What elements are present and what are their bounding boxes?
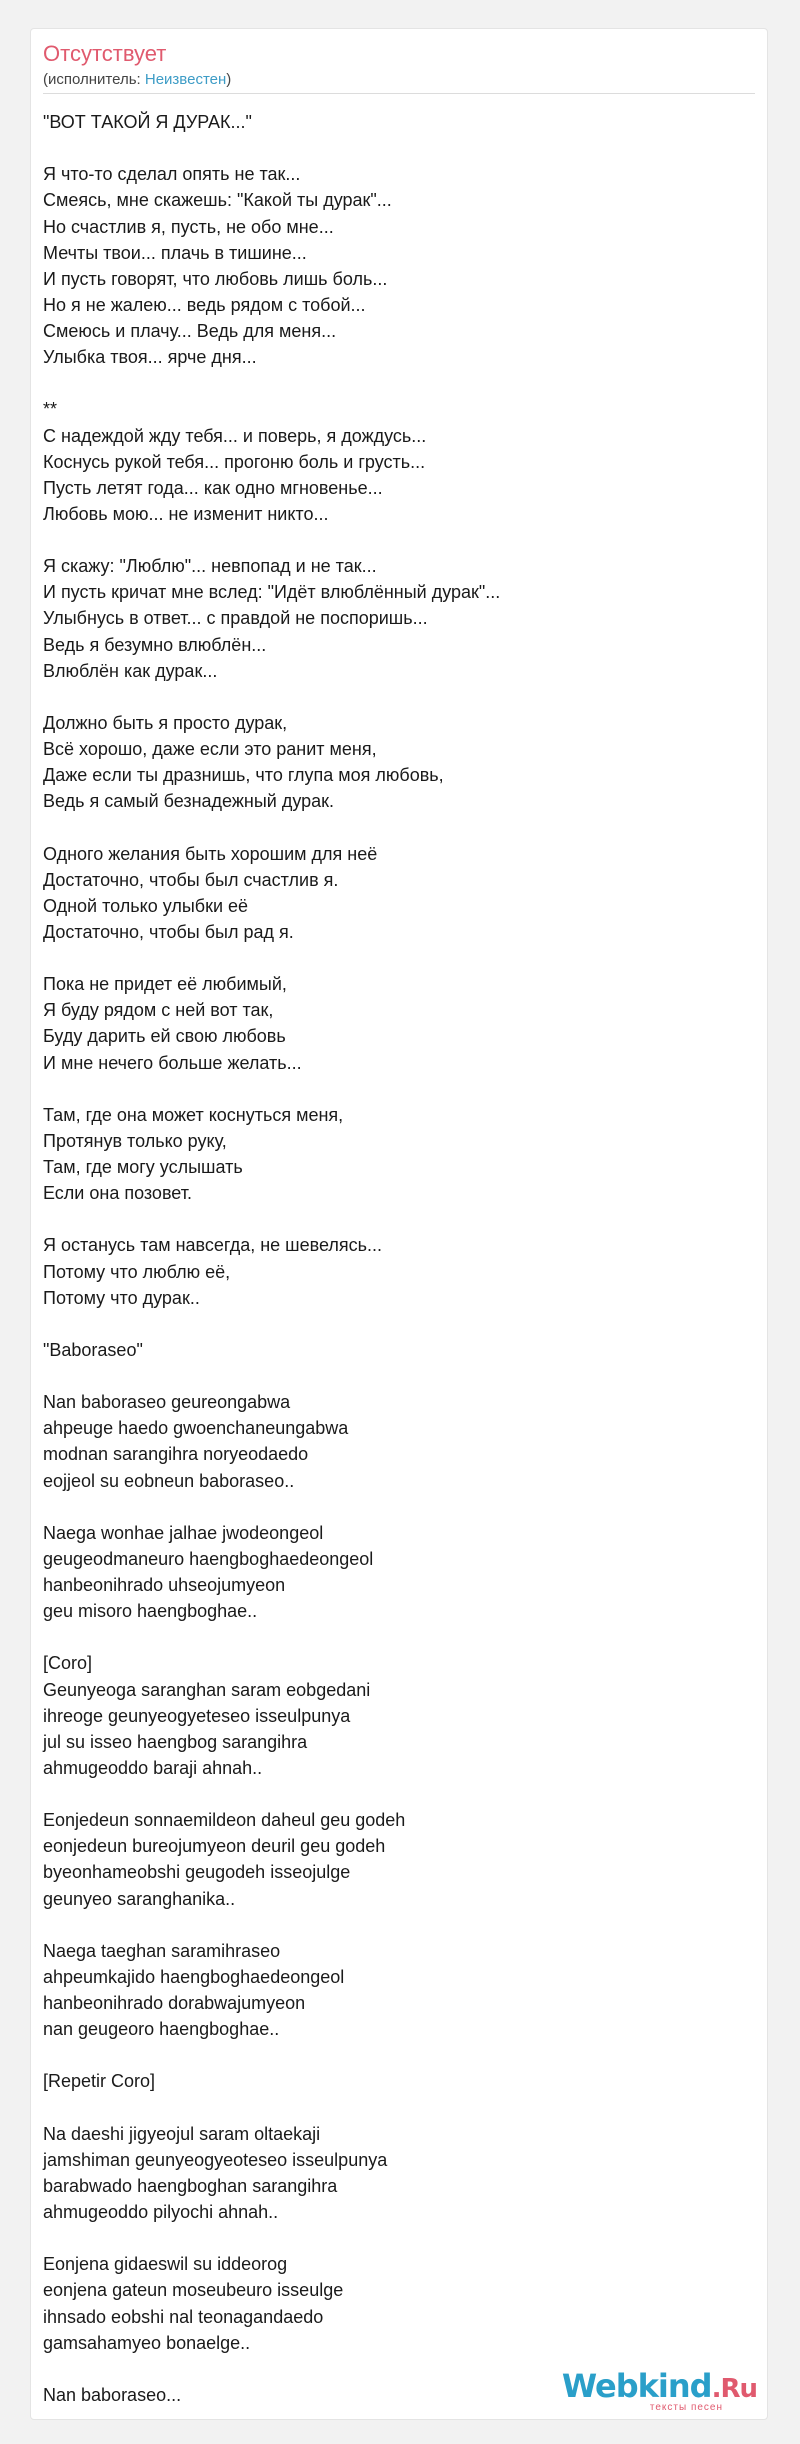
artist-prefix: (исполнитель: xyxy=(43,71,145,88)
lyrics-line: Должно быть я просто дурак, xyxy=(43,712,288,733)
lyrics-line: Na daeshi jigyeojul saram oltaekaji xyxy=(43,2123,321,2144)
lyrics-blank-line xyxy=(43,1494,743,1520)
lyrics-line: eojjeol su eobneun baboraseo.. xyxy=(43,1470,295,1491)
lyrics-blank-line xyxy=(43,684,743,710)
lyrics-line: ahmugeoddo pilyochi ahnah.. xyxy=(43,2202,279,2222)
lyrics-blank-line xyxy=(43,2225,743,2251)
logo-tld: Ru xyxy=(720,2374,757,2404)
lyrics-line: И мне нечего больше желать... xyxy=(43,1052,302,1073)
lyrics-line: Потому что люблю её, xyxy=(43,1261,231,1282)
lyrics-line: С надеждой жду тебя... и поверь, я дождусь... xyxy=(43,425,427,446)
lyrics-line: Коснусь рукой тебя... прогоню боль и грусть... xyxy=(43,451,426,472)
header-divider xyxy=(43,93,755,94)
lyrics-line: Смеясь, мне скажешь: "Какой ты дурак"... xyxy=(43,190,392,211)
lyrics-line: gamsahamyeo bonaelge.. xyxy=(43,2332,251,2353)
lyrics-line: Всё хорошо, даже если это ранит меня, xyxy=(43,739,377,759)
lyrics-line: Достаточно, чтобы был счастлив я. xyxy=(43,869,339,890)
lyrics-line: Eonjedeun sonnaemildeon daheul geu godeh xyxy=(43,1810,406,1831)
lyrics-line: [Repetir Coro] xyxy=(43,2071,156,2092)
lyrics-line: Naega taeghan saramihraseo xyxy=(43,1940,281,1961)
lyrics-line: jamshiman geunyeogyeoteseo isseulpunya xyxy=(43,2149,388,2170)
lyrics-line: Пусть летят года... как одно мгновенье... xyxy=(43,477,383,498)
lyrics-line: И пусть кричат мне вслед: "Идёт влюблённый дурак"... xyxy=(43,582,501,603)
lyrics-line: Одного желания быть хорошим для неё xyxy=(43,843,378,864)
artist-suffix: ) xyxy=(226,71,232,88)
lyrics-line: Пока не придет её любимый, xyxy=(43,974,287,995)
lyrics-line: Буду дарить ей свою любовь xyxy=(43,1026,286,1047)
lyrics-line: Но счастлив я, пусть, не обо мне... xyxy=(43,216,334,237)
lyrics-blank-line xyxy=(43,814,743,840)
lyrics-line: Достаточно, чтобы был рад я. xyxy=(43,921,294,942)
lyrics-line: Если она позовет. xyxy=(43,1183,192,1204)
lyrics-line: Eonjena gidaeswil su iddeorog xyxy=(43,2254,288,2275)
lyrics-line: jul su isseo haengbog sarangihra xyxy=(43,1731,308,1752)
lyrics-line: hanbeonihrado dorabwajumyeon xyxy=(43,1993,306,2013)
lyrics-line: nan geugeoro haengboghae.. xyxy=(43,2019,280,2040)
lyrics-line: Nan baboraseo geureongabwa xyxy=(43,1392,291,1413)
lyrics-blank-line xyxy=(43,370,743,396)
lyrics-line: ahpeumkajido haengboghaedeongeol xyxy=(43,1966,345,1987)
lyrics-blank-line xyxy=(43,1363,743,1389)
lyrics-blank-line xyxy=(43,1311,743,1337)
lyrics-line: ahmugeoddo baraji ahnah.. xyxy=(43,1757,263,1778)
lyrics-line: Я что-то сделал опять не так... xyxy=(43,164,301,185)
lyrics-line: eonjena gateun moseubeuro isseulge xyxy=(43,2280,344,2301)
lyrics-line: hanbeonihrado uhseojumyeon xyxy=(43,1575,286,1595)
lyrics-line: Но я не жалею... ведь рядом с тобой... xyxy=(43,294,366,315)
lyrics-card xyxy=(30,28,768,2420)
logo-dot: . xyxy=(711,2374,721,2404)
lyrics-line: geugeodmaneuro haengboghaedeongeol xyxy=(43,1548,374,1569)
lyrics-line: Nan baboraseo... xyxy=(43,2384,182,2405)
lyrics-line: byeonhameobshi geugodeh isseojulge xyxy=(43,1862,351,1883)
lyrics-blank-line xyxy=(43,1912,743,1938)
lyrics-line: [Coro] xyxy=(43,1653,93,1674)
lyrics-line: Даже если ты дразнишь, что глупа моя любовь, xyxy=(43,765,444,786)
lyrics-blank-line xyxy=(43,2042,743,2068)
lyrics-line: modnan sarangihra noryeodaedo xyxy=(43,1444,309,1465)
lyrics-line: Я останусь там навсегда, не шевелясь... xyxy=(43,1235,383,1256)
lyrics-line: Улыбнусь в ответ... с правдой не поспоришь... xyxy=(43,608,428,629)
webkind-logo[interactable] xyxy=(562,2369,757,2413)
logo-wordmark xyxy=(562,2369,757,2406)
lyrics-blank-line xyxy=(43,2095,743,2121)
lyrics-line: Потому что дурак.. xyxy=(43,1287,200,1308)
lyrics-blank-line xyxy=(43,1781,743,1807)
lyrics-line: ** xyxy=(43,399,58,420)
lyrics-line: Ведь я самый безнадежный дурак. xyxy=(43,791,335,812)
lyrics-line: Там, где она может коснуться меня, xyxy=(43,1104,344,1125)
lyrics-line: Там, где могу услышать xyxy=(43,1157,243,1177)
lyrics-line: barabwado haengboghan sarangihra xyxy=(43,2175,338,2196)
lyrics-line: Naega wonhae jalhae jwodeongeol xyxy=(43,1522,324,1543)
lyrics-line: Протянув только руку, xyxy=(43,1130,227,1151)
lyrics-blank-line xyxy=(43,1076,743,1102)
lyrics-line: "ВОТ ТАКОЙ Я ДУРАК..." xyxy=(43,112,252,132)
lyrics-line: Мечты твои... плачь в тишине... xyxy=(43,242,307,263)
lyrics-line: Любовь мою... не изменит никто... xyxy=(43,503,329,524)
lyrics-line: Влюблён как дурак... xyxy=(43,660,218,681)
lyrics-blank-line xyxy=(43,135,743,161)
lyrics-line: Улыбка твоя... ярче дня... xyxy=(43,347,257,368)
song-title: Отсутствует xyxy=(43,41,167,66)
lyrics-line: ahpeuge haedo gwoenchaneungabwa xyxy=(43,1418,349,1439)
lyrics-line: Одной только улыбки её xyxy=(43,895,249,916)
lyrics-line: ihnsado eobshi nal teonagandaedo xyxy=(43,2306,324,2327)
lyrics-line: Смеюсь и плачу... Ведь для меня... xyxy=(43,321,337,341)
lyrics-line: ihreoge geunyeogyeteseo isseulpunya xyxy=(43,1705,351,1726)
lyrics-line: eonjedeun bureojumyeon deuril geu godeh xyxy=(43,1836,386,1857)
lyrics-blank-line xyxy=(43,945,743,971)
lyrics-line: Geunyeoga saranghan saram eobgedani xyxy=(43,1679,371,1700)
lyrics-blank-line xyxy=(43,1206,743,1232)
logo-main-text: Webkind xyxy=(561,2367,712,2405)
lyrics-line: Ведь я безумно влюблён... xyxy=(43,634,267,655)
lyrics-line: Я скажу: "Люблю"... невпопад и не так... xyxy=(43,556,377,577)
lyrics-line: "Baboraseo" xyxy=(43,1339,143,1360)
lyrics-line: geunyeo saranghanika.. xyxy=(43,1888,236,1909)
lyrics-line: geu misoro haengboghae.. xyxy=(43,1601,258,1622)
artist-link[interactable]: Неизвестен xyxy=(144,71,227,88)
lyrics-line: Я буду рядом с ней вот так, xyxy=(43,1000,274,1021)
lyrics-text xyxy=(43,109,743,2408)
logo-subtitle: тексты песен xyxy=(649,2402,723,2413)
lyrics-blank-line xyxy=(43,1624,743,1650)
artist-line xyxy=(43,71,231,89)
lyrics-line: И пусть говорят, что любовь лишь боль... xyxy=(43,268,388,289)
lyrics-blank-line xyxy=(43,527,743,553)
